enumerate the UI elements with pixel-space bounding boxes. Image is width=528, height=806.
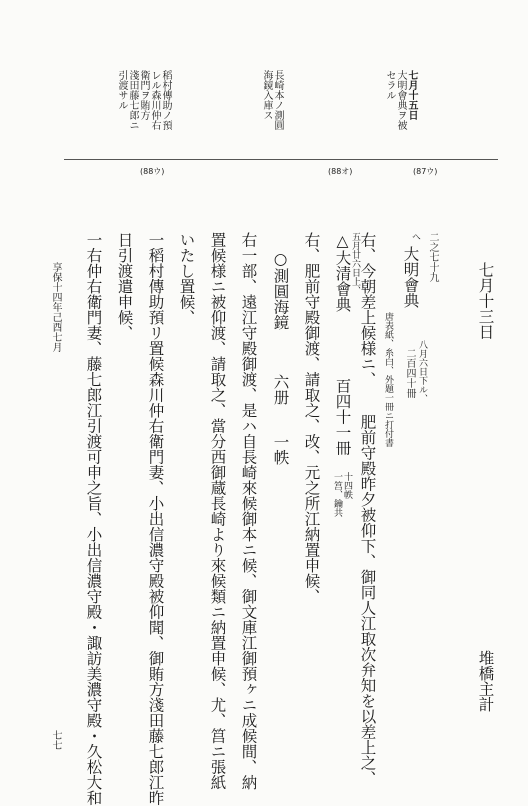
text-col-7-title: ○測圓海鏡 [271,250,290,330]
text-col-11: 一稻村傳助預リ置候森川仲右衛門妻、小出信濃守殿被仰聞、御賄方淺田藤七郎江昨 [146,232,165,806]
folio-mark-88u: (88ウ) [140,167,165,176]
text-col-7-case: 一帙 [271,434,290,465]
margin-note-3-line4: 淺田藤七郎ニ [127,70,138,130]
text-col-5-note: 五月廿六日上、 [350,232,360,295]
margin-note-2 [261,70,282,130]
text-col-13: 一右仲右衛門妻、藤七郎江引渡可申之旨、小出信濃守殿・諏訪美濃守殿・久松大和 [84,232,103,806]
text-col-5-title: △大清會典 [333,232,352,312]
margin-note-1-line3: セラル [384,70,395,100]
text-col-3: 唐表紙、糸白、外題一冊ニ打付書 [383,312,393,447]
page-date: 七月十三日 [476,262,495,340]
text-col-6: 右、肥前守殿御渡、請取之、改、元之所江納置申候、 [302,232,321,604]
margin-note-3-line5: 引渡サル [116,70,127,110]
margin-note-2-line2: 海鏡入庫ス [261,70,272,120]
author-name: 堆橋主計 [476,650,495,712]
margin-note-1-line1: 七月十五日 [406,70,417,120]
text-col-7-count: 六册 [271,374,290,405]
text-col-8: 右一部、遠江守殿御渡、是ハ自長崎來候御本ニ候、御文庫江御預ヶニ成候間、納 [239,232,258,790]
text-col-9: 置候様ニ被仰渡、請取之、當分西御蔵長崎より來候類ニ納置申候、尤、筥ニ張紙 [208,232,227,790]
text-col-2-note: 八月六日下ル、 [417,340,427,403]
margin-note-2-line1: 長崎本ノ測圓 [272,70,283,130]
text-col-4a: 右、今朝差上候様ニ、 [358,232,377,387]
text-col-2-title: 大明會典 [401,246,420,308]
margin-note-1 [384,70,416,130]
text-col-1: 二之七十九 [427,232,438,282]
text-col-5-count: 百四十一冊 [333,378,352,456]
page-number: 七七 [50,730,61,750]
margin-note-1-line2: 大明會典ヲ被 [395,70,406,130]
text-col-4b: 肥前守殿昨夕被仰下、御同人江取次弁知を以差上之、 [358,414,377,786]
margin-note-3-line1: 稻村傳助ノ預 [160,70,171,130]
margin-note-3 [116,70,170,130]
folio-mark-88o: (88オ) [328,167,353,176]
text-col-12: 日引渡遣申候、 [115,232,134,341]
text-col-5-sub2: 一筥、鑰共 [332,472,342,517]
folio-mark-87u: (87ウ) [413,167,438,176]
margin-note-3-line3: 衛門ヲ賄方 [138,70,149,120]
margin-note-3-line2: レル森川仲右 [149,70,160,130]
page-footer-era: 享保十四年己酉七月 [50,262,61,352]
text-col-2-count: 二百四十冊 [404,348,415,398]
text-col-5-sub1: 十四帙 [342,472,352,499]
text-col-10: いたし置候、 [177,232,196,325]
divider-rule [64,159,498,160]
text-col-2-mark: へ [410,232,420,241]
